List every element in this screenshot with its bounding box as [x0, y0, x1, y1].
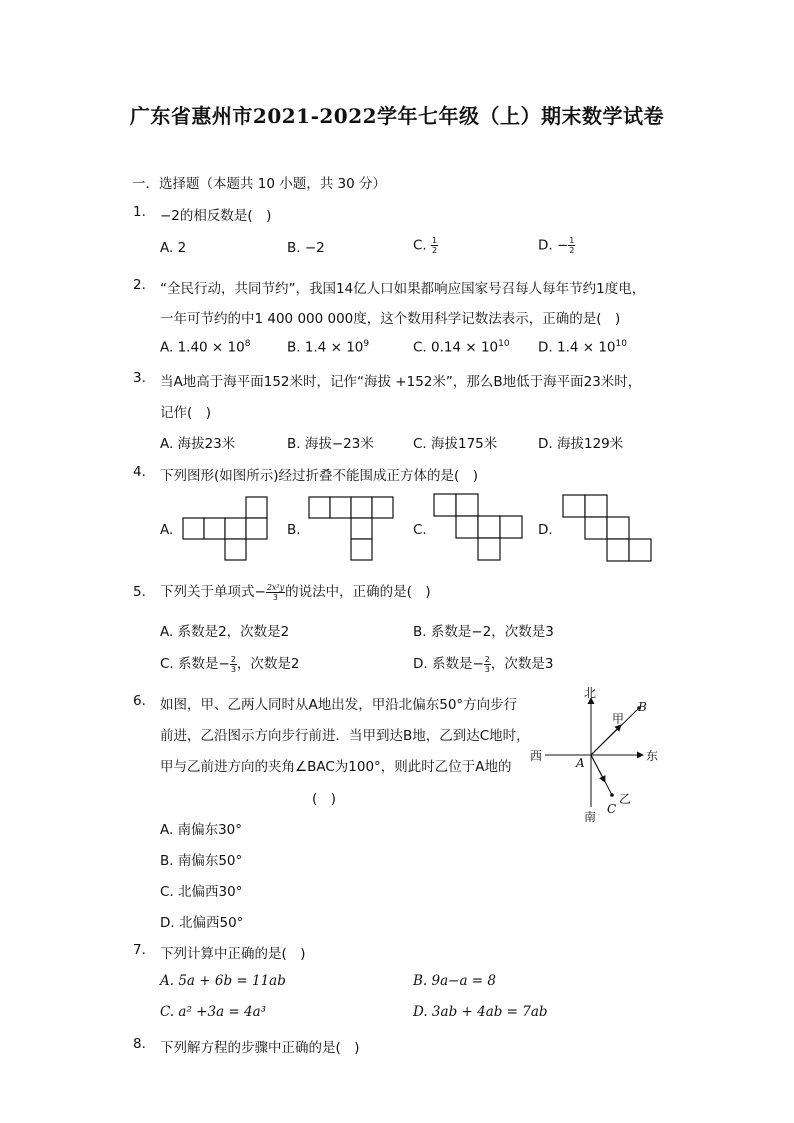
question-number: 3.: [133, 370, 146, 386]
option-a: A. 2: [160, 240, 187, 256]
page-title: 广东省惠州市2021-2022学年七年级（上）期末数学试卷: [129, 104, 665, 128]
option-d: D. 北偏西50°: [160, 915, 244, 931]
arrow-jia: [591, 725, 621, 755]
question-text: −2的相反数是( ): [160, 208, 272, 224]
question-number: 2.: [133, 277, 146, 293]
answer-blank: ( ): [312, 791, 337, 807]
cube-net-c: [432, 493, 526, 563]
question-number: 5.: [133, 584, 146, 600]
cube-net-a: [180, 496, 270, 562]
option-d: D. 3ab + 4ab = 7ab: [413, 1004, 548, 1020]
question-text-line1: 当A地高于海平面152米时，记作“海拔 +152米”，那么B地低于海平面23米时，: [160, 374, 642, 390]
option-c: C.: [413, 522, 427, 538]
question-number: 4.: [133, 464, 146, 480]
label-yi: 乙: [619, 792, 632, 806]
question-text: 下列解方程的步骤中正确的是( ): [160, 1040, 360, 1056]
question-text-line1: 如图，甲、乙两人同时从A地出发，甲沿北偏东50°方向步行: [160, 697, 518, 713]
label-jia: 甲: [612, 712, 625, 726]
question-text: 下列关于单项式− $\frac{\text{2x²y}}{3}$ 的说法中，正确的是( ): [160, 582, 431, 602]
option-d: D. 海拔129米: [538, 436, 624, 452]
option-b: B. 系数是−2，次数是3: [413, 624, 554, 640]
option-c: C. 北偏西30°: [160, 884, 243, 900]
cube-net-b: [306, 496, 396, 562]
label-a: A: [576, 756, 585, 770]
option-b: B. $1.4 \times 10^9$: [287, 339, 370, 356]
option-d: D. − $\frac{1}{2}$: [538, 236, 575, 255]
cube-net-d: [561, 494, 655, 564]
option-c: C. $\frac{1}{2}$: [413, 236, 438, 255]
question-text: 下列图形(如图所示)经过折叠不能围成正方体的是( ): [160, 468, 479, 484]
option-c: C. 系数是− $\frac{2}{3}$ ，次数是2: [160, 654, 300, 674]
option-d: D.: [538, 522, 553, 538]
question-number: 6.: [133, 693, 146, 709]
option-b: B. 南偏东50°: [160, 853, 243, 869]
question-number: 1.: [133, 204, 146, 220]
option-a: A. 系数是2，次数是2: [160, 624, 290, 640]
arrow-yi: [591, 755, 605, 782]
option-b: B.: [287, 522, 301, 538]
question-number: 7.: [133, 942, 146, 958]
section-heading: 一．选择题（本题共 10 小题，共 30 分）: [132, 176, 387, 192]
option-c: C. $0.14 \times 10^{10}$: [413, 339, 510, 356]
option-a: A. 5a + 6b = 11ab: [160, 973, 286, 989]
question-number: 8.: [133, 1036, 146, 1052]
label-south: 南: [584, 810, 597, 824]
direction-diagram: [525, 683, 665, 828]
label-north: 北: [584, 686, 597, 700]
option-d: D. 系数是− $\frac{2}{3}$ ，次数是3: [413, 654, 554, 674]
option-a: A. $1.40 \times 10^8$: [160, 339, 251, 356]
question-text-line2: 一年可节约的中1 400 000 000度，这个数用科学记数法表示，正确的是( ): [160, 311, 621, 327]
label-west: 西: [530, 749, 543, 763]
point-c: [610, 793, 614, 797]
question-text-line1: “全民行动，共同节约”，我国14亿人口如果都响应国家号召每人每年节约1度电，: [160, 281, 646, 297]
question-text: 下列计算中正确的是( ): [160, 946, 306, 962]
option-d: D. $1.4 \times 10^{10}$: [538, 339, 627, 356]
label-c: C: [607, 802, 617, 816]
option-c: C. 海拔175米: [413, 436, 498, 452]
label-b: B: [638, 700, 647, 714]
label-east: 东: [646, 749, 659, 763]
question-text-line2: 记作( ): [160, 405, 212, 421]
option-b: B. 9a−a = 8: [413, 973, 496, 989]
question-text-line2: 前进，乙沿图示方向步行前进．当甲到达B地，乙到达C地时，: [160, 728, 530, 744]
option-c: C. a² +3a = 4a³: [160, 1004, 267, 1020]
question-text-line3: 甲与乙前进方向的夹角∠BAC为100°，则此时乙位于A地的: [160, 759, 512, 775]
option-b: B. 海拔−23米: [287, 436, 374, 452]
option-a: A. 海拔23米: [160, 436, 236, 452]
option-b: B. −2: [287, 240, 325, 256]
option-a: A. 南偏东30°: [160, 822, 243, 838]
option-a: A.: [160, 522, 174, 538]
